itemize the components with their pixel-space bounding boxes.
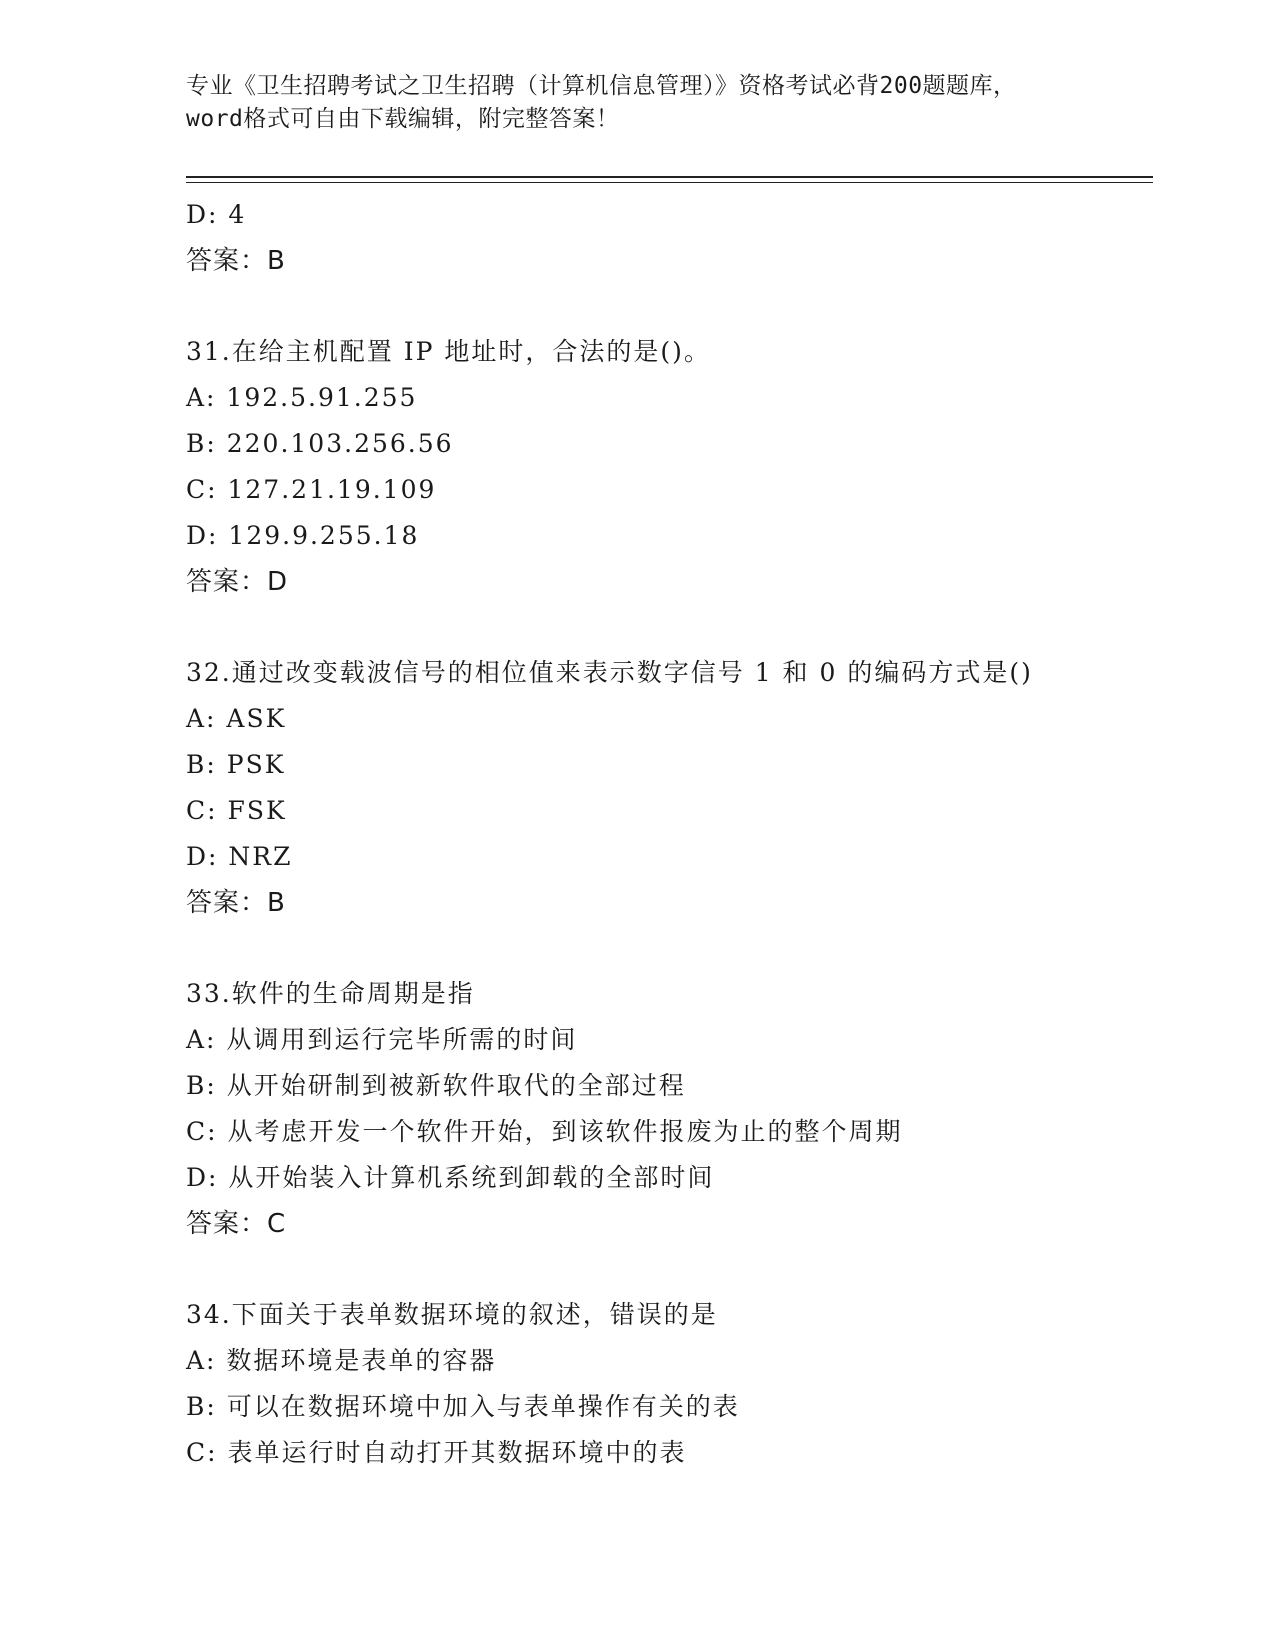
- question-list: [186, 192, 1146, 1476]
- header-line-1: 专业《卫生招聘考试之卫生招聘（计算机信息管理）》资格考试必背200题题库，: [186, 73, 1017, 99]
- question-31: [186, 329, 1146, 605]
- question-32: [186, 650, 1146, 926]
- option-a: A: 数据环境是表单的容器: [186, 1346, 497, 1375]
- option-d: D: 129.9.255.18: [186, 521, 420, 550]
- question-stem: 34.下面关于表单数据环境的叙述，错误的是: [186, 1300, 718, 1329]
- option-b: B: 从开始研制到被新软件取代的全部过程: [186, 1071, 686, 1100]
- question-stem: 31.在给主机配置 IP 地址时，合法的是()。: [186, 337, 711, 366]
- option-c: C: FSK: [186, 796, 287, 825]
- option-c: C: 从考虑开发一个软件开始，到该软件报废为止的整个周期: [186, 1117, 903, 1146]
- option-b: B: 可以在数据环境中加入与表单操作有关的表: [186, 1392, 740, 1421]
- option-c: C: 127.21.19.109: [186, 475, 437, 504]
- option-d: D: 4: [186, 200, 247, 229]
- question-33: [186, 971, 1146, 1247]
- header-line-2: word格式可自由下载编辑，附完整答案！: [186, 106, 620, 132]
- option-d: D: NRZ: [186, 842, 293, 871]
- option-c: C: 表单运行时自动打开其数据环境中的表: [186, 1438, 687, 1467]
- question-34: [186, 1292, 1146, 1476]
- header-divider-bottom: [186, 182, 1153, 183]
- answer-line: 答案：B: [186, 246, 286, 276]
- question-stem: 33.软件的生命周期是指: [186, 979, 475, 1008]
- option-a: A: 192.5.91.255: [186, 383, 418, 412]
- question-stem: 32.通过改变载波信号的相位值来表示数字信号 1 和 0 的编码方式是(): [186, 658, 1033, 687]
- option-a: A: ASK: [186, 704, 287, 733]
- option-b: B: 220.103.256.56: [186, 429, 454, 458]
- option-d: D: 从开始装入计算机系统到卸载的全部时间: [186, 1163, 715, 1192]
- answer-line: 答案：B: [186, 888, 286, 918]
- continued-question: [186, 192, 1146, 284]
- answer-line: 答案：C: [186, 1209, 287, 1239]
- document-header: [186, 70, 1086, 136]
- option-a: A: 从调用到运行完毕所需的时间: [186, 1025, 578, 1054]
- answer-line: 答案：D: [186, 567, 289, 597]
- option-b: B: PSK: [186, 750, 286, 779]
- header-divider-top: [186, 176, 1153, 178]
